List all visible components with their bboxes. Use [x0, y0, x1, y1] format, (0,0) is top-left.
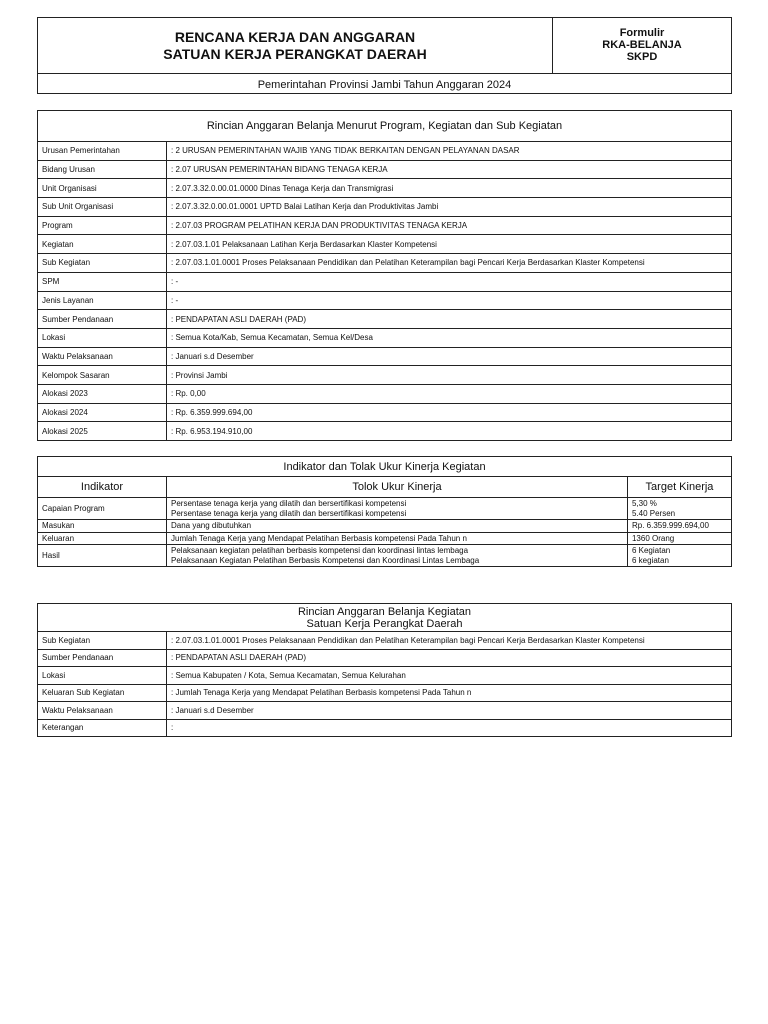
- tolok-ukur-cell: [167, 545, 628, 567]
- row-label: Program: [38, 216, 167, 235]
- table-row: [38, 216, 732, 235]
- tolok-ukur-cell: [167, 520, 628, 533]
- target-line: Rp. 6.359.999.694,00: [631, 521, 709, 530]
- row-value: : PENDAPATAN ASLI DAERAH (PAD): [167, 649, 732, 667]
- document-subtitle: Pemerintahan Provinsi Jambi Tahun Anggaran 2024: [257, 78, 512, 91]
- tolok-ukur-cell: [167, 532, 628, 545]
- target-line: 1360 Orang: [631, 533, 675, 543]
- row-value: : 2.07.03.1.01.0001 Proses Pelaksanaan Pendidikan dan Pelatihan Keterampilan bagi Pencari Kerja Berdasarkan Klaster Kompetensi: [167, 632, 732, 650]
- table-row: [38, 198, 732, 217]
- row-value: : Rp. 6.359.999.694,00: [167, 403, 732, 422]
- table-row: [38, 347, 732, 366]
- row-value: : Rp. 0,00: [167, 384, 732, 403]
- row-label: Sub Kegiatan: [38, 632, 167, 650]
- target-cell: [627, 545, 731, 567]
- table-row: [38, 235, 732, 254]
- table-row: [38, 179, 732, 198]
- row-value: : 2.07.3.32.0.00.01.0000 Dinas Tenaga Kerja dan Transmigrasi: [167, 179, 732, 198]
- table-row: [38, 422, 732, 441]
- table-row: [38, 328, 732, 347]
- row-label: Keterangan: [38, 719, 167, 737]
- form-code: [553, 18, 731, 73]
- row-value: : -: [167, 272, 732, 291]
- indikator-table: [37, 456, 732, 567]
- tolok-ukur-line: Pelaksanaan kegiatan pelatihan berbasis kompetensi dan koordinasi lintas lembaga: [171, 546, 469, 555]
- header-tolok-ukur: Tolok Ukur Kinerja: [167, 477, 628, 498]
- row-value: : Jumlah Tenaga Kerja yang Mendapat Pelatihan Berbasis kompetensi Pada Tahun n: [167, 684, 732, 702]
- rincian-skpd-caption-line-1: Rincian Anggaran Belanja Kegiatan: [297, 605, 472, 618]
- table-row: [38, 403, 732, 422]
- row-value: : 2.07.3.32.0.00.01.0001 UPTD Balai Latihan Kerja dan Produktivitas Jambi: [167, 198, 732, 217]
- row-label: Bidang Urusan: [38, 160, 167, 179]
- document-header: [37, 17, 732, 94]
- indikator-label: Hasil: [38, 545, 167, 567]
- header-target: Target Kinerja: [627, 477, 731, 498]
- header-indikator: Indikator: [38, 477, 167, 498]
- target-cell: [627, 498, 731, 520]
- row-value: : Semua Kota/Kab, Semua Kecamatan, Semua Kel/Desa: [167, 328, 732, 347]
- rincian-skpd-section: [37, 603, 732, 737]
- row-value: : Rp. 6.953.194.910,00: [167, 422, 732, 441]
- row-label: Urusan Pemerintahan: [38, 142, 167, 161]
- table-row: [38, 291, 732, 310]
- indikator-header-row: [38, 477, 732, 498]
- row-value: : Januari s.d Desember: [167, 347, 732, 366]
- row-value: : Provinsi Jambi: [167, 366, 732, 385]
- table-row: [38, 384, 732, 403]
- form-line-1: Formulir: [619, 27, 665, 39]
- row-label: Jenis Layanan: [38, 291, 167, 310]
- row-value: : 2 URUSAN PEMERINTAHAN WAJIB YANG TIDAK BERKAITAN DENGAN PELAYANAN DASAR: [167, 142, 732, 161]
- row-value: : -: [167, 291, 732, 310]
- row-value: : 2.07.03.1.01 Pelaksanaan Latihan Kerja Berdasarkan Klaster Kompetensi: [167, 235, 732, 254]
- indikator-caption: Indikator dan Tolak Ukur Kinerja Kegiatan: [38, 457, 732, 477]
- row-label: Unit Organisasi: [38, 179, 167, 198]
- row-label: Lokasi: [38, 667, 167, 685]
- row-value: :: [167, 719, 732, 737]
- rincian-program-table: [37, 110, 732, 441]
- form-line-3: SKPD: [626, 51, 658, 63]
- indikator-label: Masukan: [38, 520, 167, 533]
- table-row: [38, 545, 732, 567]
- title-line-1: RENCANA KERJA DAN ANGGARAN: [174, 28, 416, 45]
- indikator-label: Capaian Program: [38, 498, 167, 520]
- row-label: Waktu Pelaksanaan: [38, 702, 167, 720]
- row-label: Alokasi 2024: [38, 403, 167, 422]
- table-row: [38, 520, 732, 533]
- target-cell: [627, 520, 731, 533]
- row-label: Kelompok Sasaran: [38, 366, 167, 385]
- tolok-ukur-line: Persentase tenaga kerja yang dilatih dan bersertifikasi kompetensi: [171, 499, 407, 508]
- row-value: : 2.07 URUSAN PEMERINTAHAN BIDANG TENAGA KERJA: [167, 160, 732, 179]
- row-label: Sumber Pendanaan: [38, 310, 167, 329]
- rincian-program-section: [37, 110, 732, 441]
- tolok-ukur-line: Jumlah Tenaga Kerja yang Mendapat Pelatihan Berbasis kompetensi Pada Tahun n: [171, 533, 467, 543]
- row-label: Alokasi 2025: [38, 422, 167, 441]
- row-label: SPM: [38, 272, 167, 291]
- row-label: Sumber Pendanaan: [38, 649, 167, 667]
- target-line: 6 Kegiatan: [631, 546, 671, 555]
- row-value: : PENDAPATAN ASLI DAERAH (PAD): [167, 310, 732, 329]
- rincian-program-caption: Rincian Anggaran Belanja Menurut Program, Kegiatan dan Sub Kegiatan: [38, 111, 732, 142]
- table-row: [38, 498, 732, 520]
- row-value: : Januari s.d Desember: [167, 702, 732, 720]
- row-value: : 2.07.03 PROGRAM PELATIHAN KERJA DAN PRODUKTIVITAS TENAGA KERJA: [167, 216, 732, 235]
- table-row: [38, 366, 732, 385]
- rincian-skpd-caption-line-2: Satuan Kerja Perangkat Daerah: [306, 617, 463, 630]
- header-top: [38, 18, 731, 74]
- rincian-skpd-caption-row: [38, 604, 732, 632]
- document-title: [38, 18, 553, 73]
- indikator-caption-row: [38, 457, 732, 477]
- row-label: Lokasi: [38, 328, 167, 347]
- table-row: [38, 272, 732, 291]
- tolok-ukur-cell: [167, 498, 628, 520]
- row-label: Sub Unit Organisasi: [38, 198, 167, 217]
- target-line: 5,30 %: [631, 499, 657, 508]
- table-row: [38, 667, 732, 685]
- table-row: [38, 719, 732, 737]
- row-value: : Semua Kabupaten / Kota, Semua Kecamatan, Semua Kelurahan: [167, 667, 732, 685]
- indikator-label: Keluaran: [38, 532, 167, 545]
- target-line: 6 kegiatan: [631, 555, 669, 565]
- row-label: Kegiatan: [38, 235, 167, 254]
- tolok-ukur-line: Dana yang dibutuhkan: [171, 521, 252, 530]
- rincian-program-caption-row: [38, 111, 732, 142]
- target-cell: [627, 532, 731, 545]
- row-value: : 2.07.03.1.01.0001 Proses Pelaksanaan Pendidikan dan Pelatihan Keterampilan bagi Pencari Kerja Berdasarkan Klaster Kompetensi: [167, 254, 732, 273]
- target-line: 5.40 Persen: [631, 508, 676, 518]
- tolok-ukur-line: Pelaksanaan Kegiatan Pelatihan Berbasis Kompetensi dan Koordinasi Lintas Lembaga: [171, 555, 480, 565]
- table-row: [38, 310, 732, 329]
- table-row: [38, 160, 732, 179]
- table-row: [38, 142, 732, 161]
- table-row: [38, 532, 732, 545]
- row-label: Sub Kegiatan: [38, 254, 167, 273]
- rincian-skpd-table: [37, 603, 732, 737]
- table-row: [38, 684, 732, 702]
- tolok-ukur-line: Persentase tenaga kerja yang dilatih dan bersertifikasi kompetensi: [171, 508, 407, 518]
- row-label: Keluaran Sub Kegiatan: [38, 684, 167, 702]
- form-line-2: RKA-BELANJA: [602, 39, 682, 51]
- title-line-2: SATUAN KERJA PERANGKAT DAERAH: [163, 45, 427, 62]
- rincian-skpd-caption: [38, 604, 732, 632]
- table-row: [38, 702, 732, 720]
- row-label: Waktu Pelaksanaan: [38, 347, 167, 366]
- indikator-section: [37, 456, 732, 567]
- table-row: [38, 632, 732, 650]
- table-row: [38, 649, 732, 667]
- row-label: Alokasi 2023: [38, 384, 167, 403]
- table-row: [38, 254, 732, 273]
